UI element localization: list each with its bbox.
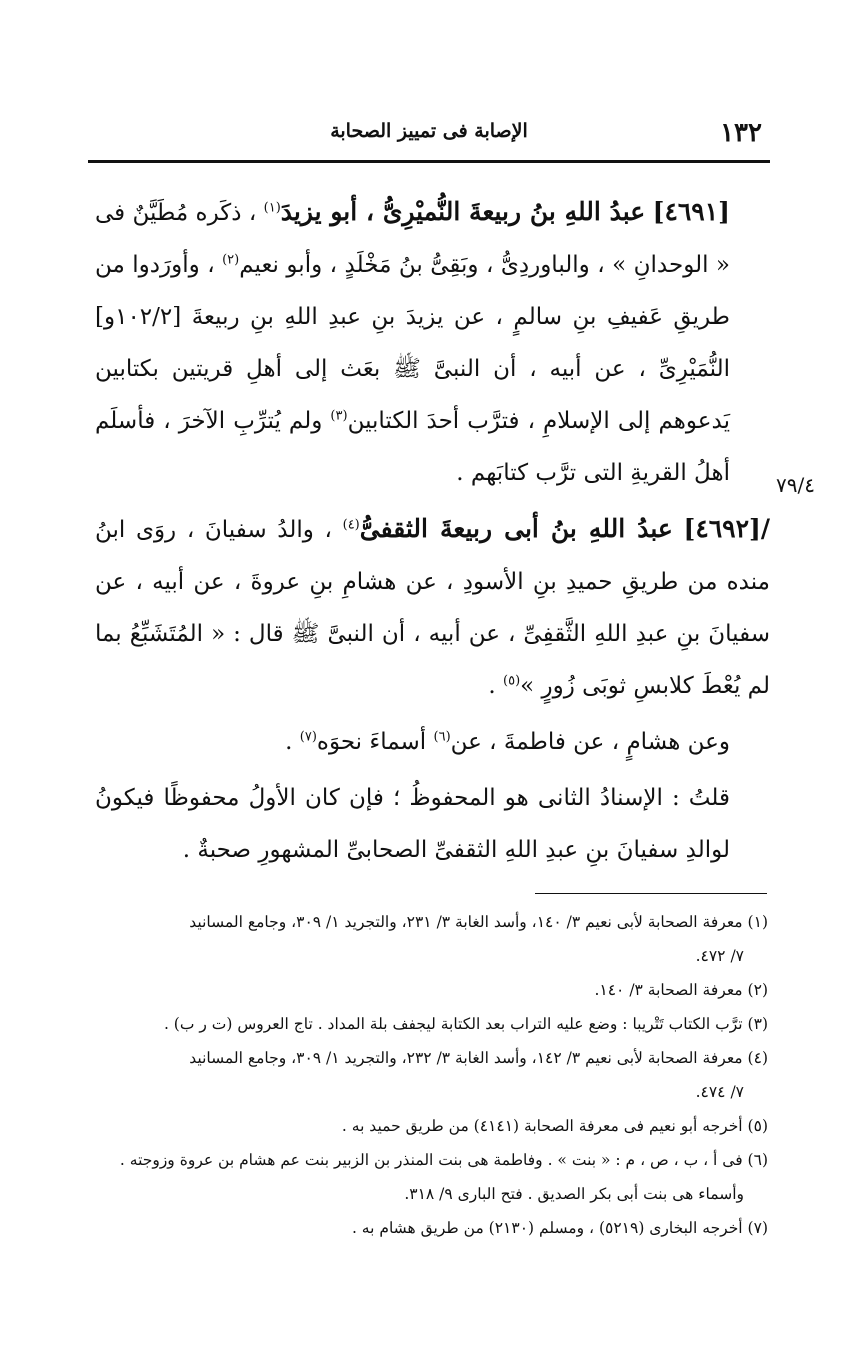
footnote-text: فى أ ، ب ، ص ، م : « بنت » . وفاطمة هى بنت المنذر بن الزبير بنت عم هشام بن عروة وزوجته . [119, 1151, 743, 1169]
footnote-mark: (٦) [747, 1151, 768, 1169]
entry-text: ، ذكَره مُطَيَّنٌ فى « الوحدانِ » ، والباوردِىُّ ، وبَقِىُّ بنُ مَخْلَدٍ ، وأبو نعيم [95, 200, 731, 278]
header-rule [88, 160, 770, 163]
footnote-text: معرفة الصحابة ٣/ ١٤٠. [594, 981, 743, 999]
paragraph-text: . [285, 729, 300, 755]
footnote-continuation: ٧/ ٤٧٢. [695, 947, 744, 965]
footnote-ref: (٥) [503, 673, 521, 689]
footnote [88, 1007, 768, 1041]
entry-4691 [95, 186, 770, 499]
footnote-mark: (٤) [747, 1049, 768, 1067]
footnote-text: أخرجه البخارى (٥٢١٩) ، ومسلم (٢١٣٠) من طريق هشام به . [351, 1219, 743, 1237]
entry-text: ، وأورَدوا من طريقِ عَفيفِ بنِ سالمٍ ، عن يزيدَ بنِ عبدِ اللهِ بنِ ربيعةَ [١٠٢/٢و] النُّمَيْرِىِّ ، عن أبيه ، أن النبىَّ ﷺ بعَث إلى أهلِ قريتين بكتابين يَدعوهم إلى الإسلامِ ، فترَّب أحدَ الكتابين [95, 252, 730, 434]
page-header [88, 112, 770, 152]
entry-number: [٤٦٩١] [652, 197, 730, 226]
footnote-text: معرفة الصحابة لأبى نعيم ٣/ ١٤٠، وأسد الغابة ٣/ ٢٣١، والتجريد ١/ ٣٠٩، وجامع المسانيد [189, 913, 743, 931]
entry-text: ولم يُترِّبِ الآخرَ ، فأسلَم أهلُ القريةِ التى ترَّب كتابَهم . [95, 408, 730, 486]
main-text [95, 186, 770, 876]
footnote-text: ترَّب الكتاب تَتْريبا : وضع عليه التراب بعد الكتابة ليجفف بلة المداد . تاج العروس (ت ر ب) . [163, 1015, 743, 1033]
footnotes [88, 905, 768, 1245]
footnote-ref: (٢) [222, 252, 240, 268]
footnote [88, 905, 768, 973]
footnote [88, 1143, 768, 1211]
footnote-continuation: ٧/ ٤٧٤. [695, 1083, 744, 1101]
footnote-text: أخرجه أبو نعيم فى معرفة الصحابة (٤١٤١) من طريق حميد به . [341, 1117, 743, 1135]
entry-4692 [95, 503, 770, 712]
footnote-ref: (٤) [342, 517, 360, 533]
entry-name: عبدُ اللهِ بنُ ربيعةَ النُّميْرِىُّ ، أبو يزيدَ [280, 197, 646, 226]
entry-text: . [488, 673, 503, 699]
margin-reference: ٧٩/٤ [776, 473, 815, 497]
footnote-ref: (٣) [330, 408, 348, 424]
running-title: الإصابة فى تمييز الصحابة [330, 120, 528, 142]
paragraph-note: قلتُ : الإسنادُ الثانى هو المحفوظُ ؛ فإن كان الأولُ محفوظًا فيكونُ لوالدِ سفيانَ بنِ عبدِ اللهِ الثقفىِّ الصحابىِّ المشهورِ صحبةٌ . [95, 785, 730, 863]
entry-number: /[٤٦٩٢] [683, 514, 770, 543]
paragraph-text: وعن هشامٍ ، عن فاطمةَ ، عن [450, 729, 730, 755]
entry-text: ، والدُ سفيانَ ، روَى ابنُ منده من طريقِ حميدِ بنِ الأسودِ ، عن هشامِ بنِ عروةَ ، عن أبيه ، عن سفيانَ بنِ عبدِ اللهِ الثَّقفِىِّ ، عن أبيه ، أن النبىَّ ﷺ قال : « المُتَشَبِّعُ بما لم يُعْطَ كلابسِ ثوبَى زُورٍ » [95, 517, 770, 699]
page-number: ١٣٢ [720, 118, 762, 148]
footnote [88, 1041, 768, 1109]
footnote [88, 973, 768, 1007]
footnote-ref: (١) [263, 200, 281, 216]
footnote-ref: (٦) [433, 729, 451, 745]
footnote [88, 1211, 768, 1245]
footnote-mark: (٣) [747, 1015, 768, 1033]
entry-name: عبدُ اللهِ بنُ أبى ربيعةَ الثقفىُّ [359, 514, 673, 543]
footnote-ref: (٧) [299, 729, 317, 745]
footnote [88, 1109, 768, 1143]
paragraph-hisham [95, 716, 770, 768]
footnote-mark: (١) [747, 913, 768, 931]
paragraph-text: أسماءَ نحوَه [316, 729, 434, 755]
footnote-mark: (٢) [747, 981, 768, 999]
footnote-text: معرفة الصحابة لأبى نعيم ٣/ ١٤٢، وأسد الغابة ٣/ ٢٣٢، والتجريد ١/ ٣٠٩، وجامع المسانيد [189, 1049, 743, 1067]
footnote-mark: (٧) [747, 1219, 768, 1237]
footnote-continuation: وأسماء هى بنت أبى بكر الصديق . فتح البارى ٩/ ٣١٨. [404, 1185, 744, 1203]
footnote-mark: (٥) [747, 1117, 768, 1135]
footnote-separator [535, 893, 767, 894]
